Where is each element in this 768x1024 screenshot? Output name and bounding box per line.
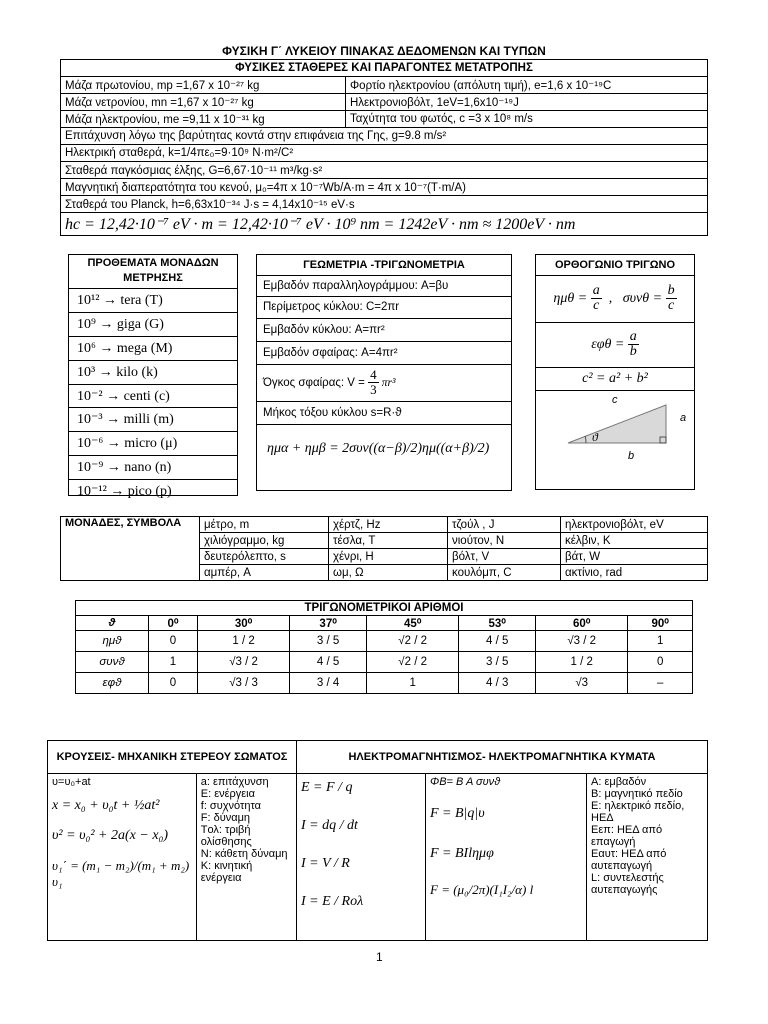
angle-header: 30⁰ xyxy=(197,616,289,631)
trig-value: 1 xyxy=(367,673,459,694)
hc-formula: hc = 12,42·10⁻⁷ eV · m = 12,42·10⁻⁷ eV · 10⁹ nm = 1242eV · nm ≈ 1200eV · nm xyxy=(61,213,708,236)
trig-value: 1 xyxy=(149,652,198,673)
vacuum-permeability: Μαγνητική διαπερατότητα του κενού, μ₀=4π x 10⁻⁷Wb/A·m = 4π x 10⁻⁷(T·m/A) xyxy=(61,179,708,196)
unit-cell: τέσλα, T xyxy=(329,533,448,549)
units-table xyxy=(60,516,708,581)
pythagoras: c² = a² + b² xyxy=(536,368,694,391)
trig-value: 4 / 5 xyxy=(459,631,536,652)
arc-length: Μήκος τόξου κύκλου s=R·ϑ xyxy=(257,402,511,425)
unit-cell: νιούτον, N xyxy=(448,533,561,549)
sphere-volume-tail: πr³ xyxy=(381,377,396,389)
unit-cell: μέτρο, m xyxy=(200,517,329,533)
prefix-item: 10⁶ → mega (M) xyxy=(69,337,237,361)
lorentz-formula: F = B|q|υ xyxy=(430,806,485,821)
circuit-formulas xyxy=(297,774,426,941)
opposite-label: a xyxy=(680,412,687,424)
prefix-item: 10³ → kilo (k) xyxy=(69,361,237,385)
legend-item: Eεπ: ΗΕΔ από επαγωγή xyxy=(591,824,663,848)
parallel-wires-formula: F = (μ₀/2π)(I₁I₂/α) l xyxy=(430,882,534,897)
angle-header: 0⁰ xyxy=(149,616,198,631)
neutron-mass: Μάζα νετρονίου, mn =1,67 x 10⁻²⁷ kg xyxy=(61,94,346,111)
prefix-item: 10⁹ → giga (G) xyxy=(69,313,237,337)
legend-item: B: μαγνητικό πεδίο xyxy=(591,788,683,800)
ohm-formula: I = V / R xyxy=(301,856,350,871)
trig-value: 4 / 3 xyxy=(459,673,536,694)
trig-value: 3 / 4 xyxy=(290,673,367,694)
tan-fraction xyxy=(628,330,639,359)
position-formula: x = x₀ + υ₀t + ½at² xyxy=(52,798,160,813)
trig-table-heading: ΤΡΙΓΩΝΟΜΕΤΡΙΚΟΙ ΑΡΙΘΜΟΙ xyxy=(76,601,693,616)
circle-area: Εμβαδόν κύκλου: A=πr² xyxy=(257,319,511,342)
sphere-area: Εμβαδόν σφαίρας: A=4πr² xyxy=(257,342,511,365)
prefix-item: 10¹² → tera (T) xyxy=(69,289,237,313)
trig-value: 3 / 5 xyxy=(459,652,536,673)
unit-cell: αμπέρ, A xyxy=(200,565,329,581)
circle-perimeter: Περίμετρος κύκλου: C=2πr xyxy=(257,297,511,319)
theta-label: ϑ xyxy=(592,430,598,444)
trig-value: √2 / 2 xyxy=(367,631,459,652)
geometry-box xyxy=(256,254,512,491)
sphere-volume-fraction xyxy=(368,368,379,397)
geometry-heading: ΓΕΩΜΕΤΡΙΑ -ΤΡΙΓΩΝΟΜΕΤΡΙΑ xyxy=(257,255,511,276)
angle-header: ϑ xyxy=(76,616,149,631)
fraction-denominator: c xyxy=(593,298,600,314)
prefix-item: 10⁻¹² → pico (p) xyxy=(77,484,172,500)
fraction-denominator: 3 xyxy=(370,382,377,398)
prefixes-box xyxy=(68,254,238,500)
prefix-item: 10⁻⁶ → micro (μ) xyxy=(69,432,237,456)
sphere-volume xyxy=(257,365,511,402)
unit-cell: τζούλ , J xyxy=(448,517,561,533)
velocity-formula: υ=υ₀+at xyxy=(52,776,91,788)
legend-item: F: δύναμη xyxy=(200,812,251,824)
trig-value: 0 xyxy=(149,631,198,652)
unit-cell: βόλτ, V xyxy=(448,549,561,565)
magnetism-formulas xyxy=(426,774,587,941)
mechanics-legend xyxy=(196,774,296,941)
em-legend xyxy=(587,774,708,941)
prefix-item: 10⁻² → centi (c) xyxy=(69,385,237,409)
trig-function-label: ημϑ xyxy=(76,631,149,652)
hypotenuse-label: c xyxy=(612,394,618,406)
electron-mass: Μάζα ηλεκτρονίου, me =9,11 x 10⁻³¹ kg xyxy=(61,111,346,128)
tan-row xyxy=(536,323,694,368)
trig-value: √3 / 2 xyxy=(536,631,628,652)
constants-heading: ΦΥΣΙΚΕΣ ΣΤΑΘΕΡΕΣ ΚΑΙ ΠΑΡΑΓΟΝΤΕΣ ΜΕΤΑΤΡΟΠΗΣ xyxy=(61,60,708,77)
right-triangle-diagram xyxy=(536,391,694,490)
trig-value: √3 xyxy=(536,673,628,694)
coulomb-constant: Ηλεκτρική σταθερά, k=1/4πε₀=9·10⁹ N·m²/C² xyxy=(61,145,708,162)
fraction-numerator: a xyxy=(629,329,637,345)
unit-cell: χιλιόγραμμο, kg xyxy=(200,533,329,549)
trig-value: 1 xyxy=(628,631,693,652)
trig-value: 1 / 2 xyxy=(197,631,289,652)
fraction-numerator: b xyxy=(667,283,675,299)
trig-value: √2 / 2 xyxy=(367,652,459,673)
trig-value: 1 / 2 xyxy=(536,652,628,673)
prefix-item: 10⁻³ → milli (m) xyxy=(69,408,237,432)
trig-function-label: εφϑ xyxy=(76,673,149,694)
right-triangle-heading: ΟΡΘΟΓΩΝΙΟ ΤΡΙΓΩΝΟ xyxy=(536,255,694,276)
legend-item: K: κινητική ενέργεια xyxy=(200,860,253,884)
gravitational-constant: Σταθερά παγκόσμιας έλξης, G=6,67·10⁻¹¹ m³/kg·s² xyxy=(61,162,708,179)
prefix-item: 10⁻⁹ → nano (n) xyxy=(69,456,237,480)
legend-item: A: εμβαδόν xyxy=(591,776,647,788)
legend-item: Tολ: τριβή ολίσθησης xyxy=(200,824,252,848)
legend-item: N: κάθετη δύναμη xyxy=(200,848,288,860)
gravity-constant: Επιτάχυνση λόγω της βαρύτητας κοντά στην επιφάνεια της Γης, g=9.8 m/s² xyxy=(61,128,708,145)
mechanics-formulas xyxy=(48,774,197,941)
sphere-volume-label: Όγκος σφαίρας: V = xyxy=(263,377,365,389)
cos-fraction xyxy=(666,284,677,313)
collision-formula: υ₁΄ = (m₁ − m₂)/(m₁ + m₂) υ₁ xyxy=(52,858,190,889)
angle-header: 90⁰ xyxy=(628,616,693,631)
electromagnetism-heading: ΗΛΕΚΤΡΟΜΑΓΝΗΤΙΣΜΟΣ- ΗΛΕΚΤΡΟΜΑΓΝΗΤΙΚΑ ΚΥΜΑΤΑ xyxy=(297,741,708,774)
right-triangle-box xyxy=(535,254,695,490)
angle-header: 60⁰ xyxy=(536,616,628,631)
page-number: 1 xyxy=(376,950,383,964)
emf-current-formula: I = E / Rολ xyxy=(301,894,364,909)
legend-item: E: ηλεκτρικό πεδίο, ΗΕΔ xyxy=(591,800,685,824)
electronvolt: Ηλεκτρονιοβόλτ, 1eV=1,6x10⁻¹⁹J xyxy=(346,94,708,111)
constants-table xyxy=(60,59,708,236)
trig-value: √3 / 2 xyxy=(197,652,289,673)
adjacent-label: b xyxy=(628,450,635,462)
unit-cell: κουλόμπ, C xyxy=(448,565,561,581)
cos-label: συνθ = xyxy=(622,291,663,306)
unit-cell: βάτ, W xyxy=(561,549,708,565)
tan-label: εφθ = xyxy=(591,337,625,352)
trig-value: 0 xyxy=(628,652,693,673)
trig-value: √3 / 3 xyxy=(197,673,289,694)
separator: , xyxy=(605,291,620,306)
proton-mass: Μάζα πρωτονίου, mp =1,67 x 10⁻²⁷ kg xyxy=(61,77,346,94)
sum-to-product-formula: ημα + ημβ = 2συν((α−β)/2)ημ((α+β)/2) xyxy=(267,441,490,456)
triangle-shape xyxy=(568,405,666,443)
fraction-numerator: a xyxy=(592,283,600,299)
current-formula: I = dq / dt xyxy=(301,818,358,833)
unit-cell: ωμ, Ω xyxy=(329,565,448,581)
trig-value: 3 / 5 xyxy=(290,631,367,652)
legend-item: L: συντελεστής αυτεπαγωγής xyxy=(591,872,664,896)
angle-header: 37⁰ xyxy=(290,616,367,631)
trig-value: – xyxy=(628,673,693,694)
parallelogram-area: Εμβαδόν παραλληλογράμμου: A=βυ xyxy=(257,276,511,297)
legend-item: a: επιτάχυνση xyxy=(200,776,269,788)
unit-cell: δευτερόλεπτο, s xyxy=(200,549,329,565)
page-title: ΦΥΣΙΚΗ Γ΄ ΛΥΚΕΙΟΥ ΠΙΝΑΚΑΣ ΔΕΔΟΜΕΝΩΝ ΚΑΙ ΤΥΠΩΝ xyxy=(222,44,546,58)
field-formula: E = F / q xyxy=(301,780,353,795)
flux-formula: ΦB= B A συνϑ xyxy=(430,776,501,788)
unit-cell: ακτίνιο, rad xyxy=(561,565,708,581)
unit-cell: χέρτζ, Hz xyxy=(329,517,448,533)
legend-item: E: ενέργεια xyxy=(200,788,255,800)
unit-cell: κέλβιν, K xyxy=(561,533,708,549)
sin-label: ημθ = xyxy=(553,291,588,306)
fraction-numerator: 4 xyxy=(370,367,377,383)
trig-value: 0 xyxy=(149,673,198,694)
speed-of-light: Ταχύτητα του φωτός, c =3 x 10⁸ m/s xyxy=(346,111,708,128)
angle-header: 45⁰ xyxy=(367,616,459,631)
trig-function-label: συνϑ xyxy=(76,652,149,673)
units-heading: ΜΟΝΑΔΕΣ, ΣΥΜΒΟΛΑ xyxy=(61,517,200,581)
angle-header: 53⁰ xyxy=(459,616,536,631)
unit-cell: χένρι, H xyxy=(329,549,448,565)
elementary-charge: Φορτίο ηλεκτρονίου (απόλυτη τιμή), e=1,6 x 10⁻¹⁹C xyxy=(346,77,708,94)
wire-force-formula: F = BIlημφ xyxy=(430,846,494,861)
planck-constant: Σταθερά του Planck, h=6,63x10⁻³⁴ J·s = 4,14x10⁻¹⁵ eV·s xyxy=(61,196,708,213)
unit-cell: ηλεκτρονιοβόλτ, eV xyxy=(561,517,708,533)
trig-values-table xyxy=(75,600,693,694)
sin-fraction xyxy=(591,284,602,313)
fraction-denominator: c xyxy=(667,298,675,314)
fraction-denominator: b xyxy=(629,344,637,360)
sin-cos-row xyxy=(536,276,694,323)
velocity-squared-formula: υ² = υ₀² + 2a(x − x₀) xyxy=(52,828,169,843)
formulas-table xyxy=(47,740,708,941)
legend-item: f: συχνότητα xyxy=(200,800,261,812)
legend-item: Eαυτ: ΗΕΔ από αυτεπαγωγή xyxy=(591,848,667,872)
prefixes-heading: ΠΡΟΘΕΜΑΤΑ ΜΟΝΑΔΩΝ ΜΕΤΡΗΣΗΣ xyxy=(69,255,237,289)
trig-value: 4 / 5 xyxy=(290,652,367,673)
mechanics-heading: ΚΡΟΥΣΕΙΣ- ΜΗΧΑΝΙΚΗ ΣΤΕΡΕΟΥ ΣΩΜΑΤΟΣ xyxy=(48,741,297,774)
